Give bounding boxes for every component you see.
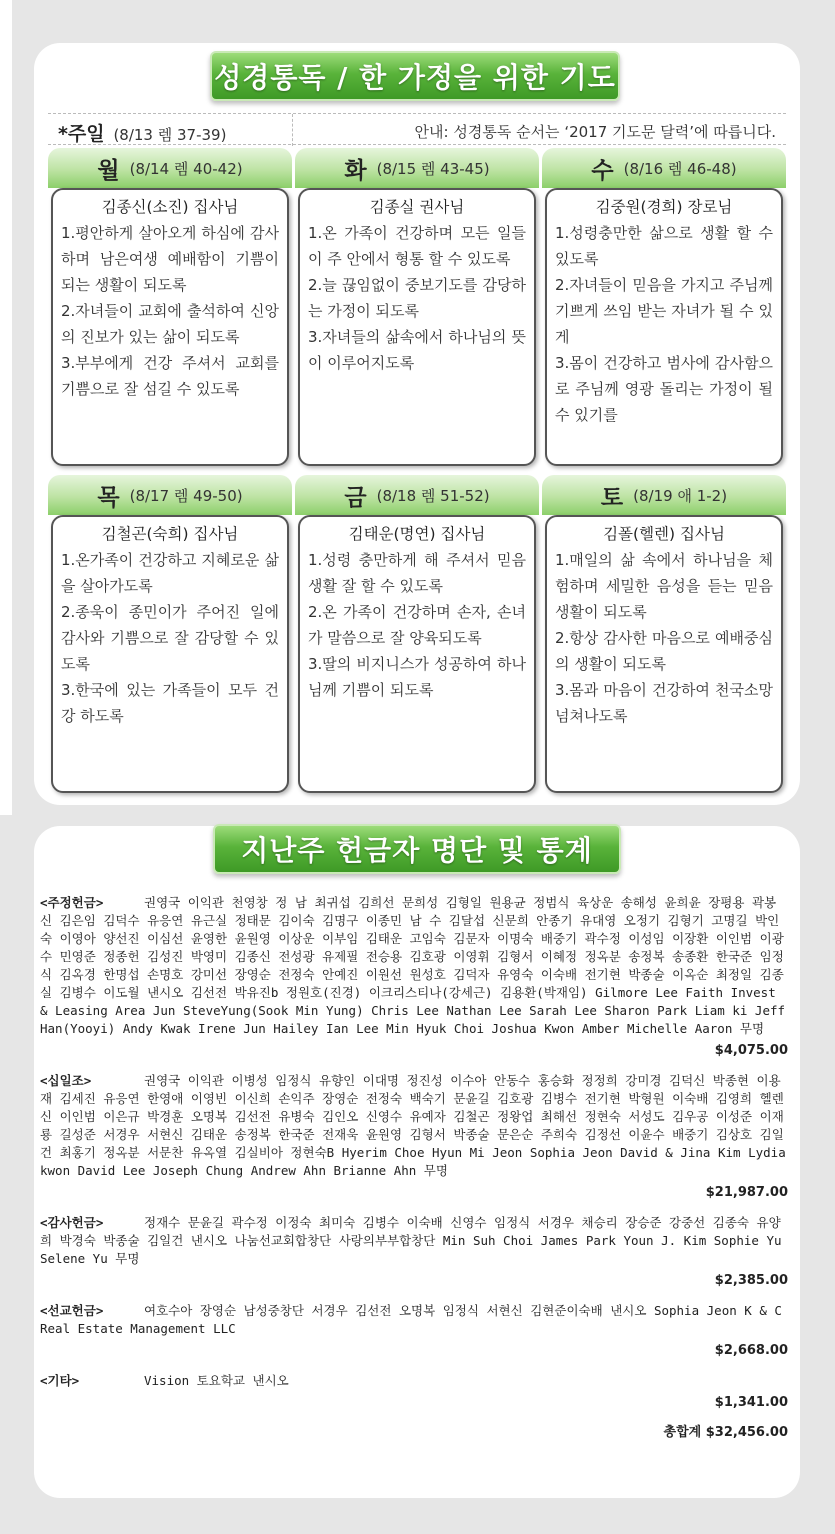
category-label: <주정헌금>: [40, 895, 104, 910]
category-label: <감사헌금>: [40, 1215, 104, 1230]
prayer-box: [51, 188, 289, 466]
category-label: <선교헌금>: [40, 1303, 104, 1318]
prayer-item: 2.종욱이 종민이가 주어진 일에 감사와 기쁨으로 잘 감당할 수 있도록: [61, 603, 279, 673]
category-amount: $2,385.00: [714, 1273, 788, 1288]
offering-category: [40, 1072, 788, 1202]
category-label: <기타>: [40, 1373, 80, 1388]
divider: [292, 114, 293, 146]
sunday-ref: (8/13 렘 37-39): [113, 126, 227, 144]
prayer-box: [298, 188, 536, 466]
day-ref: (8/17 렘 49-50): [129, 486, 243, 505]
family-name: 김철곤(숙희) 집사님: [101, 525, 239, 543]
day-card-fri: [295, 475, 539, 795]
day-tab: [542, 475, 786, 515]
prayer-item: 1.성령 충만하게 해 주셔서 믿음 생활 잘 할 수 있도록: [308, 551, 526, 595]
offering-category: [40, 894, 788, 1060]
day-card-thu: [48, 475, 292, 795]
day-card-wed: [542, 148, 786, 468]
donor-names: 정재수 문윤길 곽수정 이정숙 최미숙 김병수 이숙배 신영수 임정식 서경우 채승리 장승준 강중선 김종숙 유양희 박경숙 박종술 김일건 낸시오 나눔선교회합창단 사랑의부부합창단 Min Suh Choi James Park Youn J. Kim Sophie Yu Selene Yu 무명: [40, 1215, 782, 1266]
donor-names: 여호수아 장영순 남성중창단 서경우 김선전 오명복 임정식 서현신 김현준이숙배 낸시오 Sophia Jeon K & C Real Estate Management LLC: [40, 1303, 782, 1336]
prayer-item: 1.매일의 삶 속에서 하나님을 체험하며 세밀한 음성을 듣는 믿음생활이 되도록: [555, 551, 773, 621]
day-name: 월: [97, 157, 120, 184]
prayer-item: 3.한국에 있는 가족들이 모두 건강 하도록: [61, 681, 279, 725]
day-tab: [542, 148, 786, 188]
prayer-item: 1.성령충만한 삶으로 생활 할 수 있도록: [555, 224, 773, 268]
day-ref: (8/18 렘 51-52): [376, 486, 490, 505]
day-tab: [295, 148, 539, 188]
prayer-item: 1.온가족이 건강하고 지혜로운 삶을 살아가도록: [61, 551, 279, 595]
family-name: 김종신(소진) 집사님: [101, 198, 239, 216]
sunday-label: *주일: [58, 123, 105, 145]
day-name: 화: [344, 157, 367, 184]
donor-names: 권영국 이익관 이병성 임정식 유향인 이대명 정진성 이수아 안동수 홍승화 정정희 강미경 김덕신 박종현 이용재 김세진 유응연 한영애 이영빈 이신희 손익주 장영순 전정숙 백숙기 문윤길 김호광 김병수 전기현 박형원 이숙배 김영희 헬렌신 이인범 이은규 박경훈 오명복 김선전 유병숙 김인오 신영수 유예자 김철곤 정왕업 최해선 정현숙 서성도 김우공 이성준 이재룡 길성준 서경우 서현신 김태운 송정복 한국준 전재욱 윤원영 김형서 박종술 문은순 주희숙 김정선 이윤수 배중기 김상호 김일건 최홍기 정옥분 서문찬 유옥열 김실비아 정현숙B Hyerim Choe Hyun Mi Jeon Sophia Jeon David & Jina Kim Lydia kwon David Lee Joseph Chung Andrew Ahn Brianne Ahn 무명: [40, 1073, 786, 1178]
prayer-item: 3.자녀들의 삶속에서 하나님의 뜻이 이루어지도록: [308, 328, 526, 372]
offering-category: [40, 1214, 788, 1290]
prayer-item: 3.딸의 비지니스가 성공하여 하나님께 기쁨이 되도록: [308, 655, 526, 699]
day-card-sat: [542, 475, 786, 795]
grand-total: 총합계 $32,456.00: [663, 1425, 788, 1440]
day-ref: (8/16 렘 46-48): [623, 159, 737, 178]
family-name: 김종실 권사님: [369, 198, 465, 216]
prayer-box: [545, 515, 783, 793]
prayer-item: 1.평안하게 살아오게 하심에 감사하며 남은여생 예배함이 기쁨이 되는 생활이 되도록: [61, 224, 279, 294]
day-tab: [48, 148, 292, 188]
day-name: 금: [344, 484, 367, 511]
prayer-item: 2.자녀들이 믿음을 가지고 주님께 기쁘게 쓰임 받는 자녀가 될 수 있게: [555, 276, 773, 346]
day-tab: [48, 475, 292, 515]
day-ref: (8/15 렘 43-45): [376, 159, 490, 178]
day-card-mon: [48, 148, 292, 468]
offering-category: [40, 1302, 788, 1360]
prayer-item: 2.항상 감사한 마음으로 예배중심의 생활이 되도록: [555, 629, 773, 673]
offering-list: [40, 894, 788, 1442]
prayer-item: 3.부부에게 건강 주셔서 교회를 기쁨으로 잘 섬길 수 있도록: [61, 354, 279, 398]
prayer-item: 2.온 가족이 건강하며 손자, 손녀가 말씀으로 잘 양육되도록: [308, 603, 526, 647]
offering-category: [40, 1372, 788, 1412]
prayer-item: 1.온 가족이 건강하며 모든 일들이 주 안에서 형통 할 수 있도록: [308, 224, 526, 268]
day-ref: (8/14 렘 40-42): [129, 159, 243, 178]
donor-names: 권영국 이익관 천영창 정 남 최귀섭 김희선 문희성 김형일 원용균 정범식 육상운 송해성 윤희윤 장평용 곽봉신 김은임 김덕수 유응연 유근실 정태문 김이숙 김명구 이종민 남 수 김달섭 신문희 안종기 유대영 오정기 김형기 고명길 박인숙 이영아 양선진 이심선 윤영한 윤원영 이상운 이부임 김태운 고임숙 김문자 이명숙 배중기 곽수정 이성임 이장환 이인범 이광수 민영준 정종헌 김성진 박영미 김종신 전성광 유제필 전승용 김호광 이영휘 김형서 이혜정 정옥분 송정복 송종환 한국준 임정식 김옥경 한명섭 손명호 강미선 장영순 전정숙 안예진 이원선 원성호 김덕자 유영숙 이숙배 전기현 박종술 이옥순 최정일 김종실 김병수 이도월 낸시오 김선전 박유진b 정원호(진경) 이크리스티나(강세근) 김용환(박재임) Gilmore Lee Faith Invest & Leasing Area Jun SteveYung(Sook Min Yung) Chris Lee Nathan Lee Sarah Lee Sharon Park Liam ki Jeff Han(Yooyi) Andy Kwak Irene Jun Hailey Ian Lee Min Hyuk Choi Joshua Kwon Amber Michelle Aaron 무명: [40, 895, 786, 1036]
family-name: 김폴(헬렌) 집사님: [603, 525, 725, 543]
section1-title: 성경통독 / 한 가정을 위한 기도: [210, 51, 620, 101]
category-label: <십일조>: [40, 1073, 92, 1088]
day-tab: [295, 475, 539, 515]
sunday-row: [48, 113, 786, 145]
section2-title: 지난주 헌금자 명단 및 통계: [213, 824, 621, 874]
category-amount: $1,341.00: [714, 1395, 788, 1410]
category-amount: $4,075.00: [714, 1043, 788, 1058]
category-amount: $2,668.00: [714, 1343, 788, 1358]
prayer-box: [545, 188, 783, 466]
day-name: 토: [600, 484, 624, 511]
donor-names: Vision 토요학교 낸시오: [144, 1373, 289, 1388]
prayer-item: 3.몸이 건강하고 범사에 감사함으로 주님께 영광 돌리는 가정이 될 수 있기를: [555, 354, 773, 424]
prayer-box: [298, 515, 536, 793]
prayer-box: [51, 515, 289, 793]
day-card-tue: [295, 148, 539, 468]
family-name: 김태운(명연) 집사님: [348, 525, 486, 543]
prayer-item: 3.몸과 마음이 건강하여 천국소망 넘쳐나도록: [555, 681, 773, 725]
family-name: 김중원(경희) 장로님: [595, 198, 733, 216]
prayer-item: 2.늘 끊임없이 중보기도를 감당하는 가정이 되도록: [308, 276, 526, 320]
reading-notice: 안내: 성경통독 순서는 ‘2017 기도문 달력’에 따릅니다.: [414, 123, 776, 141]
category-amount: $21,987.00: [705, 1185, 788, 1200]
day-name: 목: [97, 484, 120, 511]
day-ref: (8/19 애 1-2): [633, 486, 728, 505]
day-name: 수: [591, 157, 614, 184]
prayer-item: 2.자녀들이 교회에 출석하여 신앙의 진보가 있는 삶이 되도록: [61, 302, 279, 346]
